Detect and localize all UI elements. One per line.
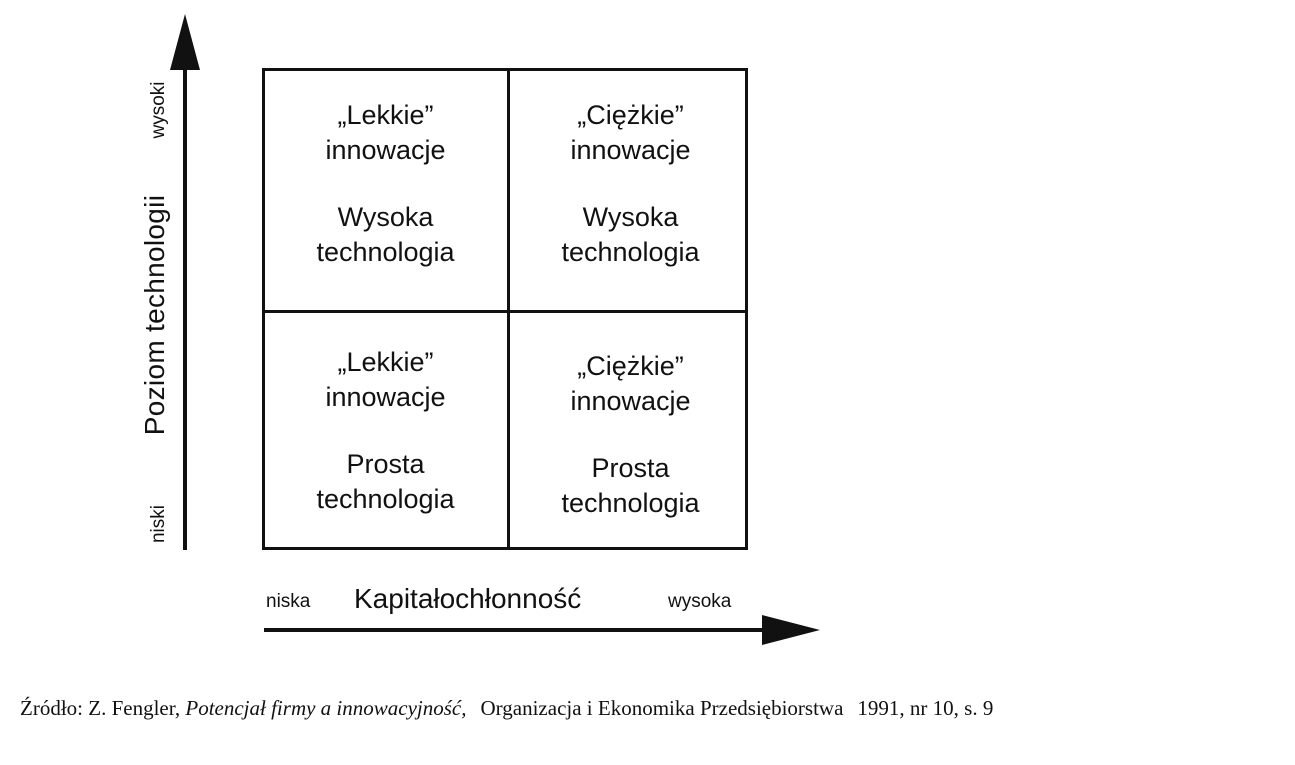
vertical-axis-line <box>183 62 187 550</box>
quadrant-bottom-right <box>508 349 753 589</box>
vertical-axis-high-label: wysoki <box>148 81 169 139</box>
technology-level-label: Wysoka <box>582 202 679 232</box>
innovation-type-label: „Lekkie” <box>337 347 434 377</box>
innovation-type-label: „Ciężkie” <box>577 351 684 381</box>
vertical-axis-low-label: niski <box>148 504 169 544</box>
source-journal: Organizacja i Ekonomika Przedsiębiorstwa <box>480 696 844 720</box>
quadrant-top-left <box>263 98 508 338</box>
innovation-type-label: „Ciężkie” <box>577 100 684 130</box>
technology-word: technologia <box>316 237 455 267</box>
innovation-word: innowacje <box>570 135 691 165</box>
quadrant-bottom-left <box>263 345 508 585</box>
technology-word: technologia <box>561 488 700 518</box>
innovation-word: innowacje <box>570 386 691 416</box>
technology-level-label: Wysoka <box>337 202 434 232</box>
horizontal-axis-line <box>264 628 774 632</box>
innovation-word: innowacje <box>325 135 446 165</box>
source-details: 1991, nr 10, s. 9 <box>857 696 994 720</box>
horizontal-axis-label: Kapitałochłonność <box>354 583 582 614</box>
technology-level-label: Prosta <box>346 449 425 479</box>
source-caption <box>20 696 993 721</box>
quadrant-top-right <box>508 98 753 338</box>
horizontal-axis-high-label: wysoka <box>668 591 732 612</box>
technology-level-label: Prosta <box>591 453 670 483</box>
horizontal-axis-arrowhead <box>762 615 820 645</box>
technology-word: technologia <box>316 484 455 514</box>
source-prefix: Źródło: Z. Fengler, <box>20 696 181 720</box>
vertical-axis-label: Poziom technologii <box>139 194 170 436</box>
innovation-word: innowacje <box>325 382 446 412</box>
source-title: Potencjał firmy a innowacyjność, <box>185 696 467 720</box>
innovation-type-label: „Lekkie” <box>337 100 434 130</box>
technology-word: technologia <box>561 237 700 267</box>
horizontal-axis-low-label: niska <box>266 591 311 612</box>
